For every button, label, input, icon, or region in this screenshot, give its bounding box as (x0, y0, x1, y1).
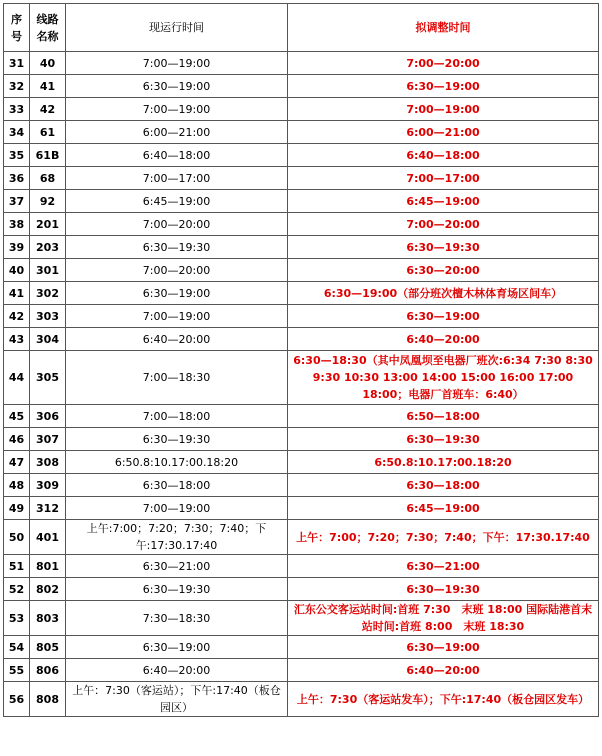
row-route: 805 (30, 636, 66, 659)
row-proposed-time: 6:50—18:00 (288, 405, 599, 428)
row-proposed-time: 6:40—20:00 (288, 328, 599, 351)
row-proposed-time: 6:30—18:00 (288, 474, 599, 497)
table-row (4, 601, 599, 636)
row-proposed-time: 7:00—20:00 (288, 213, 599, 236)
table-row (4, 659, 599, 682)
table-row (4, 121, 599, 144)
row-route: 203 (30, 236, 66, 259)
row-no: 33 (4, 98, 30, 121)
row-no: 32 (4, 75, 30, 98)
row-no: 36 (4, 167, 30, 190)
row-route: 41 (30, 75, 66, 98)
row-current-time: 6:45—19:00 (66, 190, 288, 213)
row-route: 309 (30, 474, 66, 497)
row-route: 304 (30, 328, 66, 351)
row-proposed-time: 6:00—21:00 (288, 121, 599, 144)
row-no: 52 (4, 578, 30, 601)
table-row (4, 213, 599, 236)
row-route: 61 (30, 121, 66, 144)
table-row (4, 305, 599, 328)
table-row (4, 578, 599, 601)
row-current-time: 7:00—18:30 (66, 351, 288, 405)
row-no: 48 (4, 474, 30, 497)
row-no: 46 (4, 428, 30, 451)
row-route: 801 (30, 555, 66, 578)
row-current-time: 7:30—18:30 (66, 601, 288, 636)
row-proposed-time: 上午：7:30（客运站发车）；下午:17:40（板仓园区发车） (288, 682, 599, 717)
table-row (4, 236, 599, 259)
row-route: 201 (30, 213, 66, 236)
row-no: 37 (4, 190, 30, 213)
table-row (4, 98, 599, 121)
row-proposed-time: 上午：7:00；7:20；7:30；7:40；下午：17:30.17:40 (288, 520, 599, 555)
row-route: 803 (30, 601, 66, 636)
row-no: 41 (4, 282, 30, 305)
row-proposed-time: 6:30—19:00 (288, 636, 599, 659)
row-proposed-time: 6:30—21:00 (288, 555, 599, 578)
row-route: 40 (30, 52, 66, 75)
row-current-time: 7:00—20:00 (66, 259, 288, 282)
table-row (4, 636, 599, 659)
row-route: 92 (30, 190, 66, 213)
table-row (4, 167, 599, 190)
row-proposed-time: 6:30—20:00 (288, 259, 599, 282)
table-row (4, 497, 599, 520)
table-row (4, 405, 599, 428)
row-no: 43 (4, 328, 30, 351)
table-row (4, 520, 599, 555)
row-no: 47 (4, 451, 30, 474)
row-no: 31 (4, 52, 30, 75)
row-proposed-time: 6:45—19:00 (288, 497, 599, 520)
row-current-time: 7:00—20:00 (66, 213, 288, 236)
row-current-time: 7:00—17:00 (66, 167, 288, 190)
row-route: 307 (30, 428, 66, 451)
row-no: 56 (4, 682, 30, 717)
row-current-time: 6:30—19:30 (66, 428, 288, 451)
row-current-time: 6:40—20:00 (66, 328, 288, 351)
row-route: 802 (30, 578, 66, 601)
row-current-time: 7:00—19:00 (66, 98, 288, 121)
row-proposed-time: 6:40—20:00 (288, 659, 599, 682)
row-route: 312 (30, 497, 66, 520)
table-row (4, 259, 599, 282)
row-current-time: 6:50.8:10.17:00.18:20 (66, 451, 288, 474)
row-current-time: 6:30—18:00 (66, 474, 288, 497)
table-row (4, 282, 599, 305)
row-route: 303 (30, 305, 66, 328)
row-current-time: 6:00—21:00 (66, 121, 288, 144)
row-no: 42 (4, 305, 30, 328)
row-no: 35 (4, 144, 30, 167)
row-proposed-time: 6:30—19:00（部分班次檀木林体育场区间车） (288, 282, 599, 305)
table-row (4, 451, 599, 474)
row-route: 68 (30, 167, 66, 190)
table-header-row (4, 4, 599, 52)
row-route: 806 (30, 659, 66, 682)
row-route: 306 (30, 405, 66, 428)
row-no: 40 (4, 259, 30, 282)
table-row (4, 474, 599, 497)
row-proposed-time: 7:00—17:00 (288, 167, 599, 190)
header-no: 序号 (4, 4, 30, 52)
row-current-time: 6:30—19:30 (66, 236, 288, 259)
row-no: 50 (4, 520, 30, 555)
row-route: 305 (30, 351, 66, 405)
row-route: 42 (30, 98, 66, 121)
row-proposed-time: 6:30—19:00 (288, 305, 599, 328)
table-row (4, 555, 599, 578)
row-proposed-time: 6:30—18:30（其中凤凰坝至电器厂班次:6:34 7:30 8:30 9:30 10:30 13:00 14:00 15:00 16:00 17:00 18:00；电器厂首班车：6:40） (288, 351, 599, 405)
row-current-time: 6:30—19:30 (66, 578, 288, 601)
row-current-time: 7:00—19:00 (66, 52, 288, 75)
row-no: 39 (4, 236, 30, 259)
table-row (4, 351, 599, 405)
header-route: 线路名称 (30, 4, 66, 52)
row-current-time: 6:30—19:00 (66, 75, 288, 98)
row-proposed-time: 6:45—19:00 (288, 190, 599, 213)
row-route: 302 (30, 282, 66, 305)
row-no: 45 (4, 405, 30, 428)
header-proposed-time: 拟调整时间 (288, 4, 599, 52)
row-proposed-time: 6:40—18:00 (288, 144, 599, 167)
row-current-time: 7:00—19:00 (66, 497, 288, 520)
row-no: 34 (4, 121, 30, 144)
row-route: 61B (30, 144, 66, 167)
table-row (4, 52, 599, 75)
row-proposed-time: 7:00—20:00 (288, 52, 599, 75)
row-current-time: 7:00—19:00 (66, 305, 288, 328)
row-current-time: 7:00—18:00 (66, 405, 288, 428)
row-proposed-time: 6:30—19:30 (288, 236, 599, 259)
row-no: 49 (4, 497, 30, 520)
row-current-time: 6:40—18:00 (66, 144, 288, 167)
row-no: 53 (4, 601, 30, 636)
row-current-time: 上午:7:00；7:20；7:30；7:40；下午:17:30.17:40 (66, 520, 288, 555)
row-current-time: 上午：7:30（客运站）；下午:17:40（板仓园区） (66, 682, 288, 717)
row-proposed-time: 6:30—19:30 (288, 428, 599, 451)
header-current-time: 现运行时间 (66, 4, 288, 52)
row-proposed-time: 6:50.8:10.17:00.18:20 (288, 451, 599, 474)
table-row (4, 328, 599, 351)
row-no: 51 (4, 555, 30, 578)
row-current-time: 6:30—21:00 (66, 555, 288, 578)
row-current-time: 6:30—19:00 (66, 282, 288, 305)
table-row (4, 682, 599, 717)
row-proposed-time: 6:30—19:30 (288, 578, 599, 601)
table-row (4, 75, 599, 98)
table-row (4, 428, 599, 451)
row-no: 38 (4, 213, 30, 236)
row-no: 55 (4, 659, 30, 682)
row-current-time: 6:40—20:00 (66, 659, 288, 682)
table-row (4, 190, 599, 213)
row-current-time: 6:30—19:00 (66, 636, 288, 659)
row-no: 54 (4, 636, 30, 659)
row-route: 301 (30, 259, 66, 282)
row-no: 44 (4, 351, 30, 405)
row-route: 808 (30, 682, 66, 717)
row-proposed-time: 7:00—19:00 (288, 98, 599, 121)
row-proposed-time: 6:30—19:00 (288, 75, 599, 98)
row-route: 308 (30, 451, 66, 474)
table-row (4, 144, 599, 167)
row-route: 401 (30, 520, 66, 555)
row-proposed-time: 汇东公交客运站时间:首班 7:30 末班 18:00 国际陆港首末站时间:首班 8:00 末班 18:30 (288, 601, 599, 636)
bus-schedule-table (3, 3, 599, 717)
